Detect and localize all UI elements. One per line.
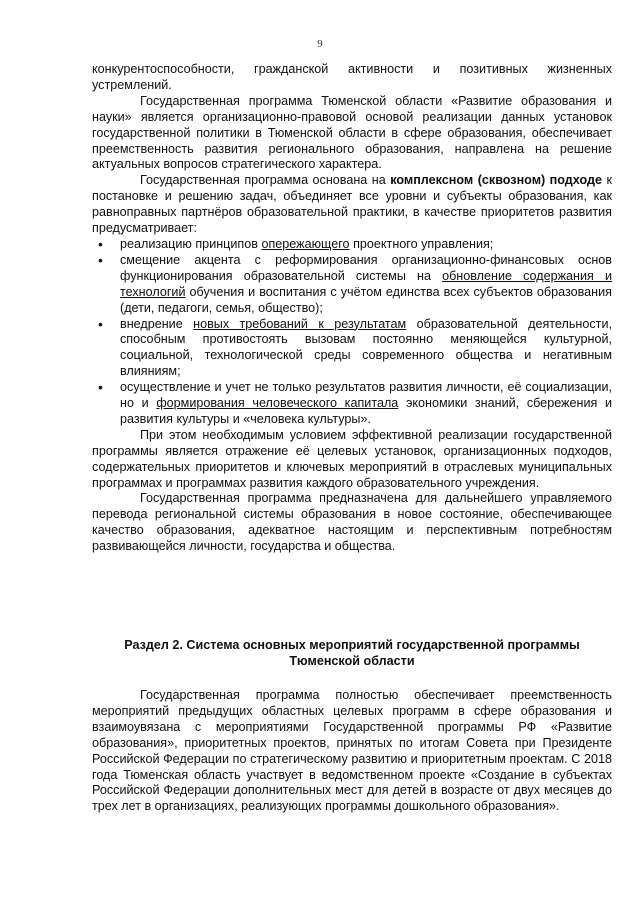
- main-text: [92, 62, 612, 555]
- text-run: реализацию принципов: [120, 236, 262, 251]
- underlined-term: формирования человеческого капитала: [156, 396, 399, 411]
- paragraph-continuity: Государственная программа полностью обеспечивает преемственность мероприятий предыдущих областных целевых программ в сфере образования и взаимоувязана с мероприятиями Государственной программы РФ «Развитие образования», приоритетных проектов, принятых по итогам Совета при Президенте Российской Федерации по стратегическому развитию и приоритетным проектам. С 2018 года Тюменская область участвует в ведомственном проекте «Создание в субъектах Российской Федерации дополнительных мест для детей в возрасте от двух месяцев до трех лет в организациях, реализующих программы дошкольного образования».: [92, 688, 612, 814]
- text-run: проектного управления;: [349, 236, 494, 251]
- text-run: внедрение: [120, 316, 194, 331]
- underlined-term: опережающего: [261, 236, 350, 251]
- text-run: осуществление и учет не только результатов развития личности, её социализации, но и: [120, 380, 612, 411]
- paragraph-program-basis: Государственная программа Тюменской области «Развитие образования и науки» является организационно-правовой основой реализации данных установок государственной политики в Тюменской области в сфере образования, обеспечивает преемственность развития регионального образования, направлена на решение актуальных вопросов стратегического характера.: [92, 93, 612, 172]
- paragraph-program-purpose: Государственная программа предназначена для дальнейшего управляемого перевода региональной системы образования в новое состояние, обеспечивающее качество образования, адекватное настоящим и перспективным потребностям развивающейся личности, государства и общества.: [92, 491, 612, 554]
- paragraph-implementation-condition: При этом необходимым условием эффективной реализации государственной программы является отражение её целевых установок, организационных подходов, содержательных приоритетов и ключевых мероприятий в отраслевых муниципальных программах и программах развития каждого образовательного учреждения.: [92, 427, 612, 490]
- list-item: [92, 253, 612, 317]
- bold-term: комплексном (сквозном) подходе: [390, 173, 603, 188]
- priorities-list: [92, 237, 612, 428]
- list-item: [92, 380, 612, 428]
- text-run: Государственная программа основана на: [140, 173, 391, 188]
- text-run: к постановке и решению задач, объединяет все уровни и субъекты образования, как равноправных партнёров образовательной практики, в качестве приоритетов развития предусматривает:: [92, 173, 612, 236]
- text-run: экономики знаний, сбережения и развития культуры и «человека культуры».: [120, 396, 612, 426]
- list-item: [92, 237, 612, 253]
- paragraph-continuation: конкурентоспособности, гражданской активности и позитивных жизненных устремлений.: [92, 62, 612, 92]
- section-text: [92, 688, 612, 815]
- underlined-term: обновление содержания и технологий: [120, 268, 612, 299]
- text-run: обучения и воспитания с учётом единства всех субъектов образования (дети, педагоги, семья, общество);: [120, 284, 612, 315]
- page-number: 9: [317, 38, 323, 50]
- paragraph-complex-approach: [92, 173, 612, 237]
- list-item: [92, 317, 612, 381]
- underlined-term: новых требований к результатам: [193, 316, 407, 331]
- section-heading: Раздел 2. Система основных мероприятий государственной программы Тюменской области: [124, 638, 580, 668]
- text-run: смещение акцента с реформирования организационно-финансовых основ функционирования образовательной системы на: [120, 252, 612, 283]
- text-run: образовательной деятельности, способным противостоять вызовам постоянно меняющейся культурной, социальной, технологической среды современного общества и негативным влияниям;: [120, 316, 612, 379]
